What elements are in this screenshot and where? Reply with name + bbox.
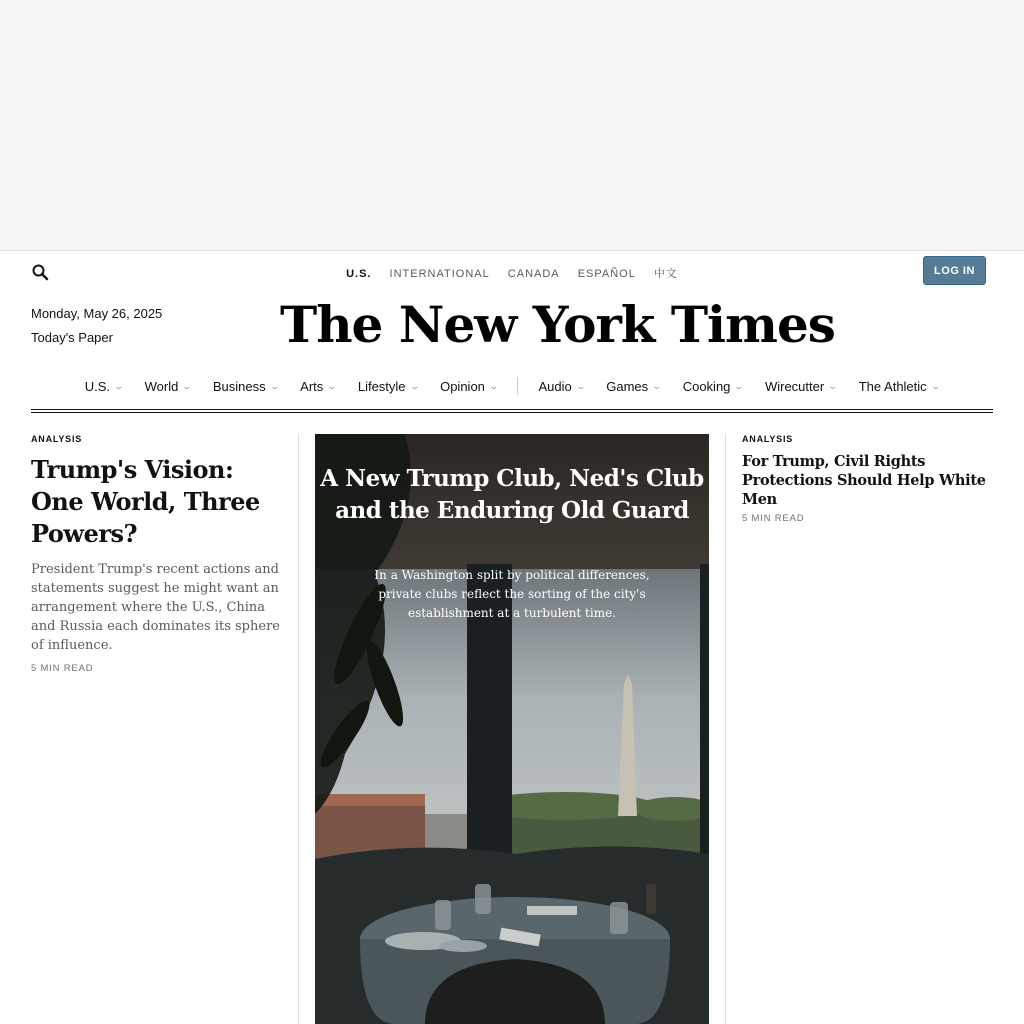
nav-item-business[interactable] [202,379,289,394]
story-kicker: ANALYSIS [31,434,83,444]
edition-international[interactable]: INTERNATIONAL [389,268,490,280]
story-kicker: ANALYSIS [742,434,794,444]
story-summary: President Trump's recent actions and statements suggest he might want an arrangement where the U.S., China and Russia each dominates its sphere of influence. [31,562,280,653]
nav-label: Business [212,378,266,394]
chevron-down-icon: ⌄ [409,380,420,391]
story-right [742,434,994,524]
nav-label: Lifestyle [357,378,406,394]
chevron-down-icon: ⌄ [930,380,941,391]
masthead-rule [31,409,993,410]
nav-item-opinion[interactable] [429,379,508,394]
chevron-down-icon: ⌄ [651,380,663,391]
story-left [31,434,283,674]
nav-label: Opinion [440,378,485,394]
nav-label: World [144,378,179,394]
edition-menu [0,265,1024,281]
chevron-down-icon: ⌄ [113,380,125,391]
nav-item-world[interactable] [134,379,202,394]
login-button[interactable]: LOG IN [923,256,986,285]
nav-item-lifestyle[interactable] [347,379,429,394]
column-divider [298,434,299,1024]
nav-item-the-athletic[interactable] [848,379,950,394]
read-time: 5 MIN READ [742,513,805,524]
chevron-down-icon: ⌄ [575,380,586,391]
nav-label: The Athletic [858,378,927,394]
chevron-down-icon: ⌄ [326,380,338,391]
nav-item-arts[interactable] [289,379,347,394]
nav-divider [517,377,518,395]
nav-item-us[interactable] [74,379,134,394]
hero-summary: In a Washington split by political differences, private clubs reflect the sorting of the city's establishment at a turbulent time. [374,568,650,620]
edition-us[interactable]: U.S. [346,268,372,280]
masthead-rule [31,412,993,413]
nav-item-games[interactable] [595,379,671,394]
chevron-down-icon: ⌄ [733,380,745,391]
chevron-down-icon: ⌄ [488,380,499,391]
current-date: Monday, May 26, 2025 [31,306,163,321]
nav-label: U.S. [84,378,111,394]
edition-canada[interactable]: CANADA [507,268,560,280]
hero-headline[interactable]: A New Trump Club, Ned's Club and the Enduring Old Guard [320,465,704,524]
nav-label: Arts [300,378,324,394]
read-time: 5 MIN READ [31,663,94,674]
edition-chinese[interactable]: 中文 [653,268,678,280]
nav-label: Cooking [682,378,731,394]
hero-story[interactable] [315,434,709,1024]
chevron-down-icon: ⌄ [269,380,280,391]
chevron-down-icon: ⌄ [827,380,839,391]
ad-banner [0,0,1024,251]
nav-item-cooking[interactable] [672,379,754,394]
story-headline[interactable]: Trump's Vision: One World, Three Powers? [31,455,260,548]
column-divider [725,434,726,1024]
nav-label: Games [606,378,649,394]
nav-label: Wirecutter [764,378,825,394]
edition-espanol[interactable]: ESPAÑOL [577,268,636,280]
story-headline[interactable]: For Trump, Civil Rights Protections Should Help White Men [742,453,986,508]
todays-paper-link[interactable]: Today's Paper [31,330,113,345]
chevron-down-icon: ⌄ [181,380,193,391]
nav-label: Audio [538,378,572,394]
masthead-logo[interactable]: The New York Times [280,295,835,354]
nav-item-wirecutter[interactable] [754,379,848,394]
section-nav [0,377,1024,395]
nav-item-audio[interactable] [527,379,595,394]
